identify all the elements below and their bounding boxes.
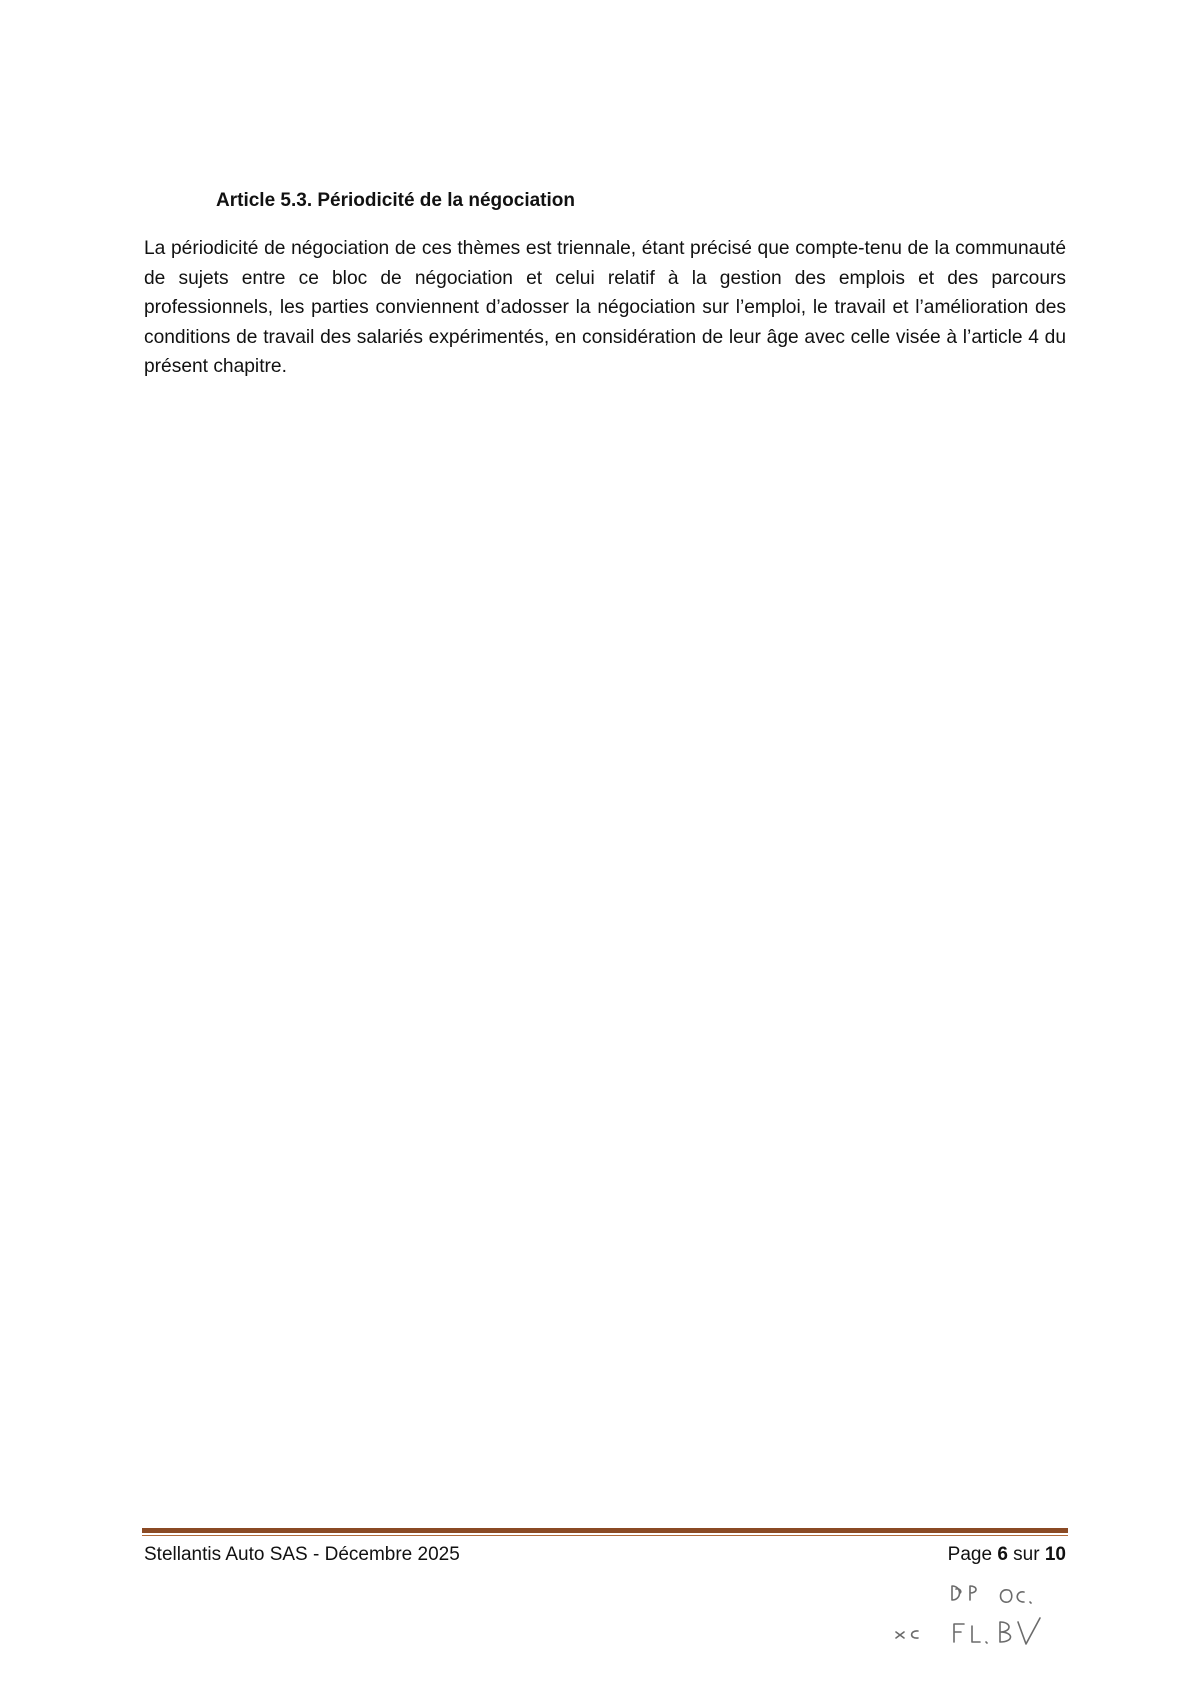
footer-company-date: Stellantis Auto SAS - Décembre 2025 <box>144 1544 460 1565</box>
page-current: 6 <box>997 1544 1008 1565</box>
page-total: 10 <box>1044 1544 1066 1565</box>
article-paragraph: La périodicité de négociation de ces thèmes est triennale, étant précisé que compte-tenu de la communauté de sujets entre ce bloc de négociation et celui relatif à la gestion des emplois et des parcours professionnels, les parties conviennent d’adosser la négociation sur l’emploi, le travail et l’amélioration des conditions de travail des salariés expérimentés, en considération de leur âge avec celle visée à l’article 4 du présent chapitre. <box>144 238 1066 378</box>
page-label: Page <box>947 1544 998 1565</box>
page-separator: sur <box>1007 1544 1045 1565</box>
footer-page-number <box>948 1544 1066 1566</box>
article-heading: Article 5.3. Périodicité de la négociation <box>216 190 575 211</box>
handwritten-initials <box>890 1580 1070 1660</box>
